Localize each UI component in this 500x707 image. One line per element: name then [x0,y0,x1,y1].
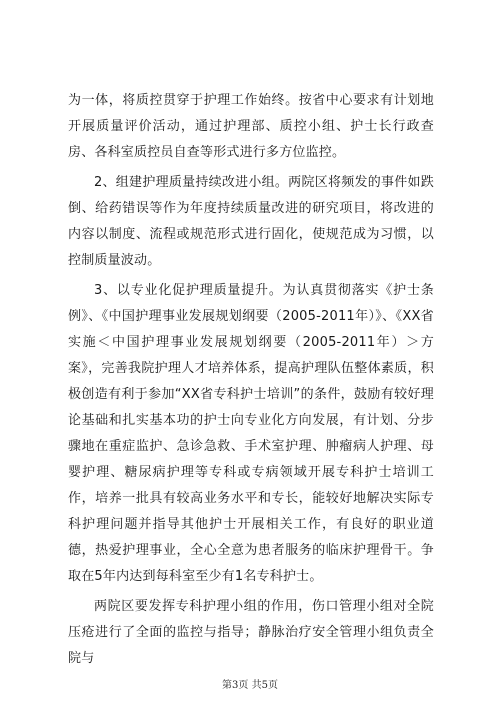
paragraph-specialization: 3、以专业化促护理质量提升。为认真贯彻落实《护士条例》、《中国护理事业发展规划纲要（2005-2011年）》、《XX省实施＜中国护理事业发展规划纲要（2005-2011年）＞方案》，完善我院护理人才培养体系，提高护理队伍整体素质，积极创造有利于参加“XX省专科护士培训”的条件，鼓励有较好理论基础和扎实基本功的护士向专业化方向发展，有计划、分步骤地在重症监护、急诊急救、手术室护理、肿瘤病人护理、母婴护理、糖尿病护理等专科或专病领域开展专科护士培训工作，培养一批具有较高业务水平和专长，能较好地解决实际专科护理问题并指导其他护士开展相关工作，有良好的职业道德，热爱护理事业，全心全意为患者服务的临床护理骨干。争取在5年内达到每科室至少有1名专科护士。 [68,283,434,584]
paragraph-specialty-groups: 两院区要发挥专科护理小组的作用，伤口管理小组对全院压疮进行了全面的监控与指导；静脉治疗安全管理小组负责全院与 [68,599,434,666]
paragraph-quality-improvement-group: 2、组建护理质量持续改进小组。两院区将频发的事件如跌倒、给药错误等作为年度持续质量改进的研究项目，将改进的内容以制度、流程或规范形式进行固化，使规范成为习惯，以控制质量波动。 [68,175,434,268]
document-body [68,88,434,676]
paragraph-quality-monitoring: 为一体，将质控贯穿于护理工作始终。按省中心要求有计划地开展质量评价活动，通过护理部、质控小组、护士长行政查房、各科室质控员自查等形式进行多方位监控。 [68,93,434,160]
page-number-footer: 第3页 共5页 [222,680,278,691]
